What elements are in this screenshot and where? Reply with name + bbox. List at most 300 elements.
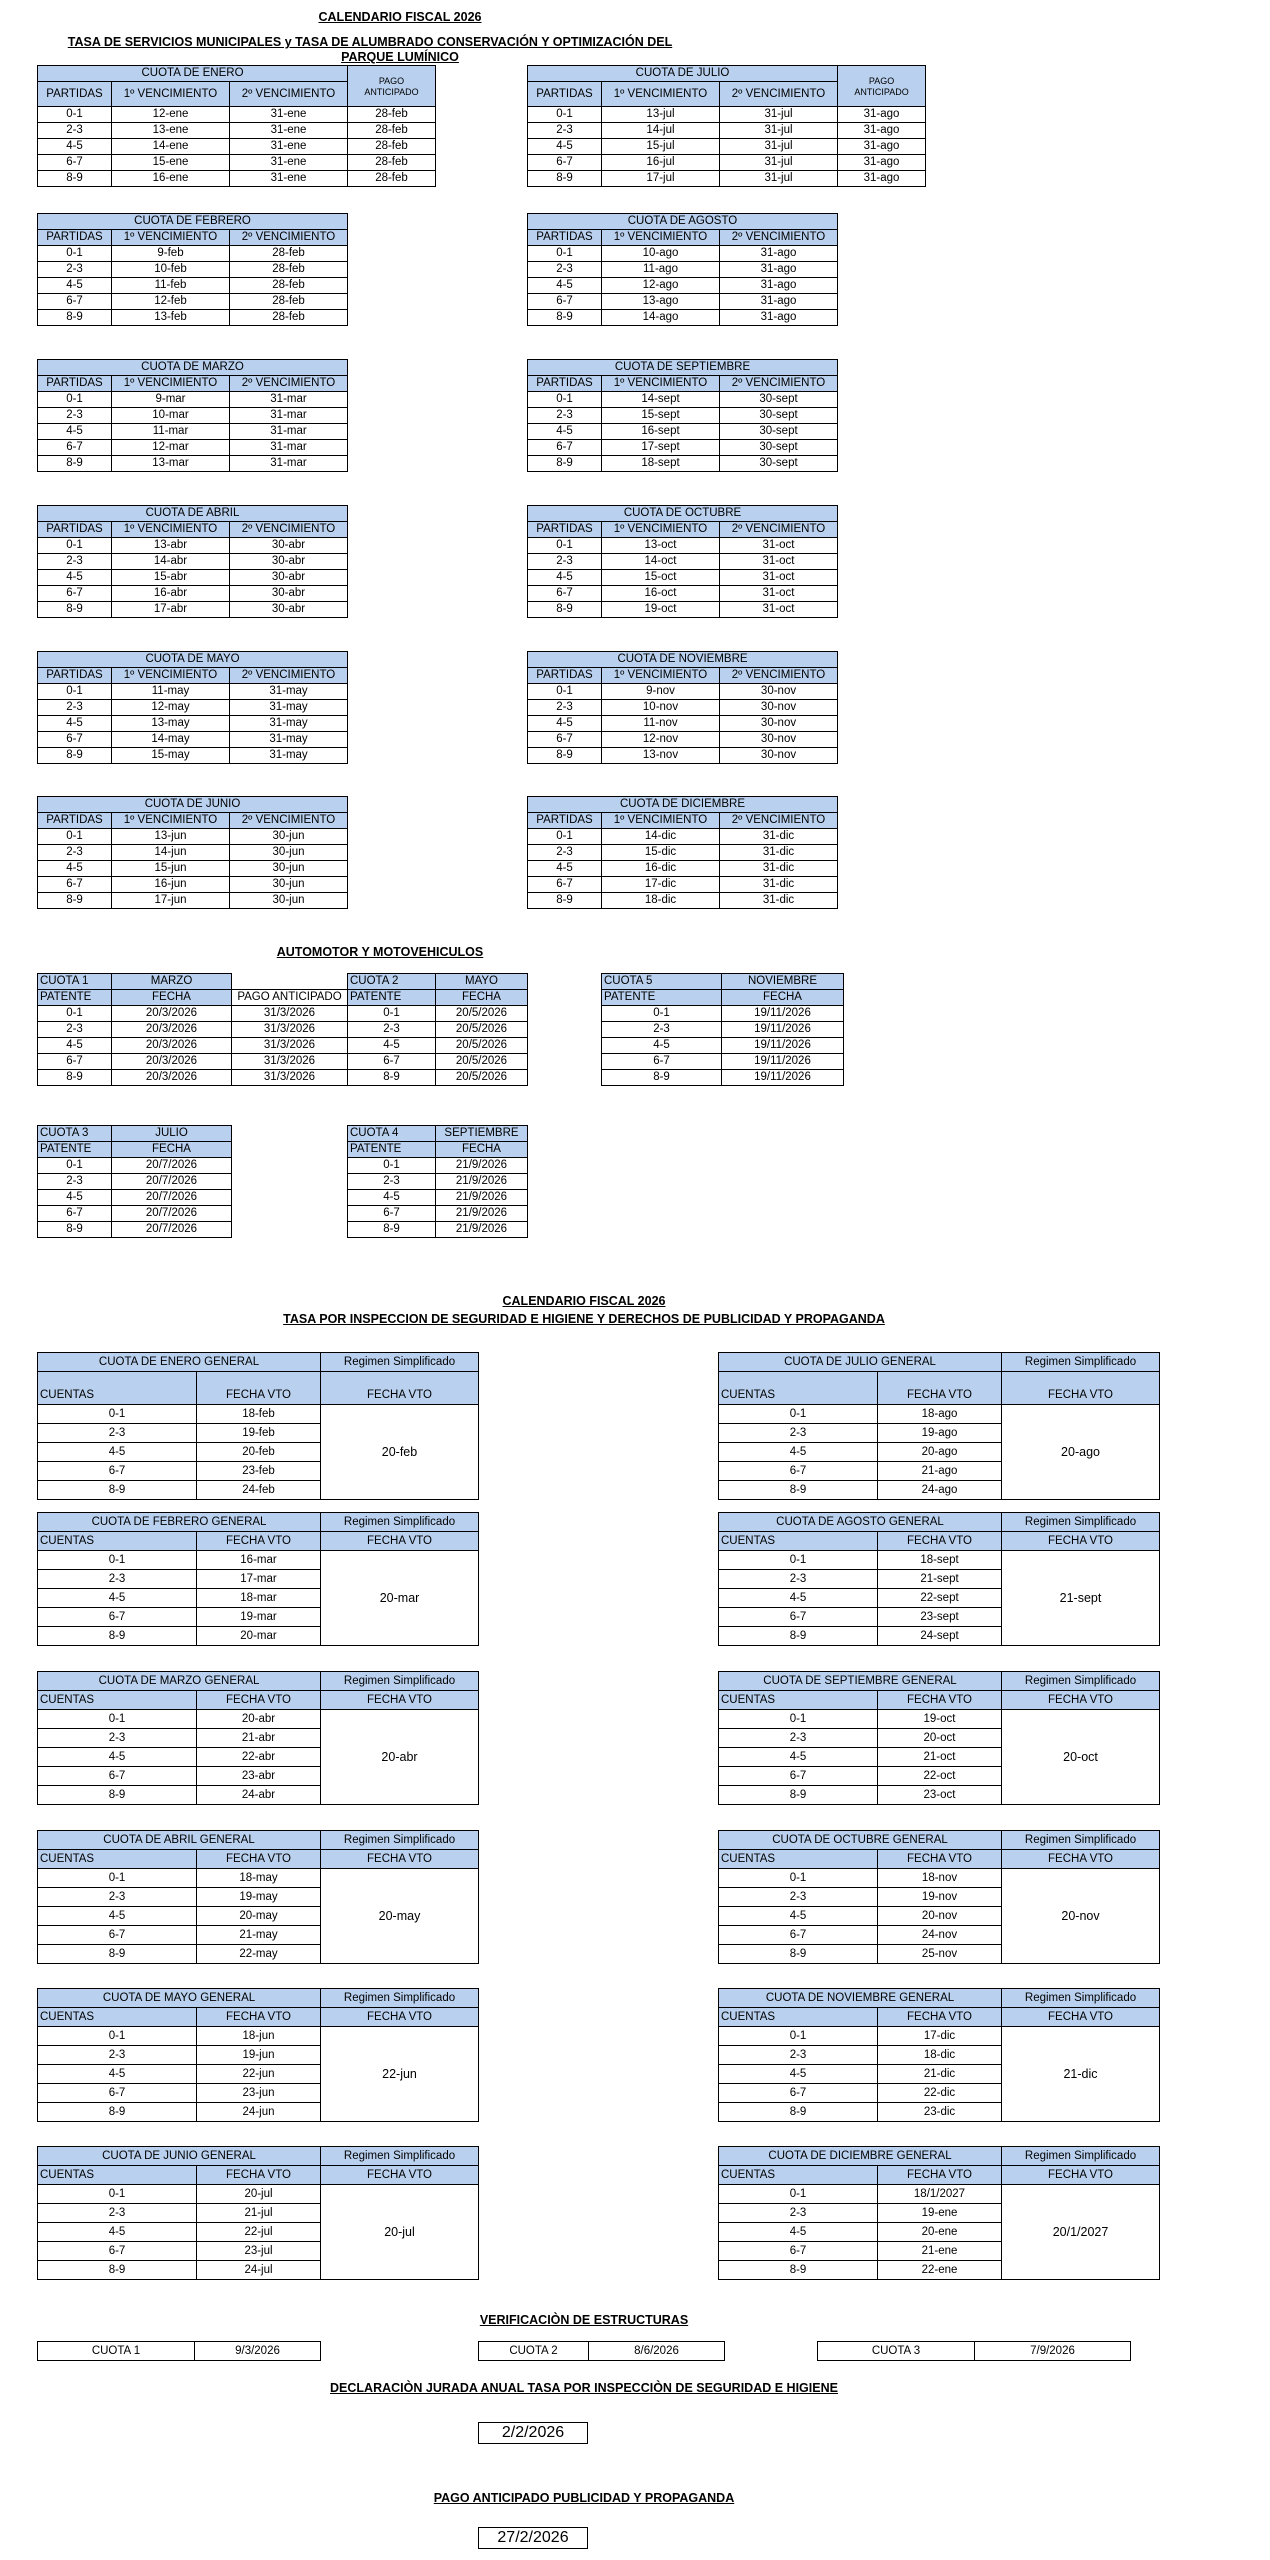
muni-cuota-table	[37, 65, 436, 187]
vencimiento-2: 30-nov	[720, 748, 838, 764]
pago-anticipado: 28-feb	[348, 155, 436, 171]
seg-cuota-title: CUOTA DE OCTUBRE GENERAL	[719, 1831, 1002, 1850]
vencimiento-2: 30-sept	[720, 456, 838, 472]
vencimiento-1: 12-ene	[112, 107, 230, 123]
vencimiento-1: 15-oct	[602, 570, 720, 586]
hdr-partidas: PARTIDAS	[528, 376, 602, 392]
fecha: 20/5/2026	[436, 1006, 528, 1022]
fecha-vto: 23-jul	[197, 2242, 321, 2261]
hdr-fecha-vto: FECHA VTO	[197, 2166, 321, 2185]
partida: 4-5	[38, 278, 112, 294]
vencimiento-1: 14-jun	[112, 845, 230, 861]
verif-label: CUOTA 2	[479, 2342, 589, 2361]
hdr-fecha-vto-simp: FECHA VTO	[321, 1532, 479, 1551]
partida: 6-7	[38, 586, 112, 602]
table-row	[38, 570, 348, 586]
muni-cuota-table	[37, 359, 348, 472]
partida: 8-9	[528, 310, 602, 326]
table-row	[528, 602, 838, 618]
partida: 4-5	[528, 424, 602, 440]
table-row	[38, 408, 348, 424]
vencimiento-2: 31-may	[230, 700, 348, 716]
partida: 0-1	[38, 538, 112, 554]
verif-cuota1	[37, 2341, 321, 2361]
vencimiento-2: 31-mar	[230, 408, 348, 424]
hdr-vencimiento-2: 2º VENCIMIENTO	[230, 668, 348, 684]
auto-hdr-fecha: FECHA	[436, 990, 528, 1006]
vencimiento-1: 10-mar	[112, 408, 230, 424]
patente: 8-9	[602, 1070, 722, 1086]
regimen-simplificado-date: 20-nov	[1002, 1869, 1160, 1964]
table-row	[348, 1022, 528, 1038]
table-row	[602, 1022, 844, 1038]
partida: 8-9	[38, 748, 112, 764]
cuentas: 0-1	[719, 1869, 878, 1888]
pago-anticipado: 31-ago	[838, 155, 926, 171]
table-row	[38, 1158, 232, 1174]
table-row	[38, 1022, 348, 1038]
fecha: 21/9/2026	[436, 1206, 528, 1222]
seg-cuota-table	[718, 1512, 1160, 1646]
fecha-vto: 22-sept	[878, 1589, 1002, 1608]
seg-cuota-title: CUOTA DE ENERO GENERAL	[38, 1353, 321, 1372]
vencimiento-1: 11-may	[112, 684, 230, 700]
pago-anticipado: 31/3/2026	[232, 1022, 348, 1038]
vencimiento-1: 12-mar	[112, 440, 230, 456]
hdr-cuentas: CUENTAS	[719, 1532, 878, 1551]
fecha: 20/3/2026	[112, 1022, 232, 1038]
fecha: 21/9/2026	[436, 1158, 528, 1174]
vencimiento-1: 15-jun	[112, 861, 230, 877]
vencimiento-1: 16-dic	[602, 861, 720, 877]
table-row	[38, 456, 348, 472]
patente: 0-1	[38, 1158, 112, 1174]
auto-cuota-label: CUOTA 5	[602, 974, 722, 990]
cuentas: 0-1	[38, 1869, 197, 1888]
vencimiento-2: 31-mar	[230, 424, 348, 440]
regimen-simplificado-date: 20-oct	[1002, 1710, 1160, 1805]
hdr-vencimiento-2: 2º VENCIMIENTO	[230, 376, 348, 392]
cuentas: 0-1	[719, 2027, 878, 2046]
muni-cuota-table	[527, 359, 838, 472]
auto-hdr-patente: PATENTE	[348, 1142, 436, 1158]
fecha-vto: 20-abr	[197, 1710, 321, 1729]
vencimiento-2: 28-feb	[230, 310, 348, 326]
vencimiento-2: 30-nov	[720, 732, 838, 748]
partida: 4-5	[38, 861, 112, 877]
table-row	[348, 1038, 528, 1054]
vencimiento-2: 30-nov	[720, 716, 838, 732]
patente: 8-9	[348, 1070, 436, 1086]
vencimiento-2: 31-dic	[720, 829, 838, 845]
hdr-vencimiento-1: 1º VENCIMIENTO	[602, 813, 720, 829]
table-row	[38, 748, 348, 764]
auto-hdr-patente: PATENTE	[348, 990, 436, 1006]
table-row	[719, 2185, 1160, 2204]
fecha-vto: 22-dic	[878, 2084, 1002, 2103]
hdr-vencimiento-1: 1º VENCIMIENTO	[602, 668, 720, 684]
muni-cuota-table	[527, 505, 838, 618]
partida: 6-7	[528, 155, 602, 171]
hdr-fecha-vto-simp: FECHA VTO	[1002, 1372, 1160, 1405]
fecha-vto: 22-jun	[197, 2065, 321, 2084]
vencimiento-2: 31-ago	[720, 262, 838, 278]
table-row	[528, 440, 838, 456]
vencimiento-2: 30-abr	[230, 554, 348, 570]
vencimiento-2: 31-dic	[720, 893, 838, 909]
fecha-vto: 21-jul	[197, 2204, 321, 2223]
fecha: 21/9/2026	[436, 1174, 528, 1190]
table-row	[528, 262, 838, 278]
fecha: 20/7/2026	[112, 1190, 232, 1206]
vencimiento-1: 9-nov	[602, 684, 720, 700]
hdr-vencimiento-2: 2º VENCIMIENTO	[230, 230, 348, 246]
fecha-vto: 18-dic	[878, 2046, 1002, 2065]
cuentas: 8-9	[38, 1945, 197, 1964]
partida: 4-5	[38, 570, 112, 586]
table-row	[38, 538, 348, 554]
table-row	[528, 294, 838, 310]
hdr-partidas: PARTIDAS	[528, 230, 602, 246]
vencimiento-2: 30-jun	[230, 861, 348, 877]
fecha-vto: 21-ene	[878, 2242, 1002, 2261]
cuentas: 6-7	[38, 2084, 197, 2103]
partida: 0-1	[38, 107, 112, 123]
vencimiento-2: 30-abr	[230, 570, 348, 586]
hdr-fecha-vto-simp: FECHA VTO	[321, 1372, 479, 1405]
table-row	[38, 262, 348, 278]
vencimiento-2: 30-nov	[720, 700, 838, 716]
fecha-vto: 24-abr	[197, 1786, 321, 1805]
hdr-cuentas: CUENTAS	[38, 2166, 197, 2185]
hdr-cuentas: CUENTAS	[38, 2008, 197, 2027]
pago-anticipado: 31-ago	[838, 123, 926, 139]
fecha-vto: 24-ago	[878, 1481, 1002, 1500]
cuentas: 4-5	[719, 1907, 878, 1926]
verif-label: CUOTA 3	[818, 2342, 975, 2361]
patente: 0-1	[38, 1006, 112, 1022]
vencimiento-2: 31-ene	[230, 171, 348, 187]
table-row	[38, 1174, 232, 1190]
hdr-regimen-simplificado: Regimen Simplificado	[321, 1513, 479, 1532]
muni-cuota-title: CUOTA DE MAYO	[38, 652, 348, 668]
vencimiento-1: 12-feb	[112, 294, 230, 310]
patente: 0-1	[348, 1158, 436, 1174]
table-row	[528, 278, 838, 294]
page-title: CALENDARIO FISCAL 2026	[318, 10, 482, 24]
partida: 8-9	[528, 893, 602, 909]
table-row	[528, 155, 926, 171]
muni-cuota-title: CUOTA DE OCTUBRE	[528, 506, 838, 522]
cuentas: 8-9	[38, 2103, 197, 2122]
table-row	[602, 1006, 844, 1022]
hdr-vencimiento-1: 1º VENCIMIENTO	[112, 82, 230, 107]
cuentas: 8-9	[38, 1786, 197, 1805]
fecha: 21/9/2026	[436, 1190, 528, 1206]
patente: 2-3	[602, 1022, 722, 1038]
table-row	[38, 139, 436, 155]
pago-anticipado: 31/3/2026	[232, 1006, 348, 1022]
fecha: 19/11/2026	[722, 1022, 844, 1038]
vencimiento-2: 30-abr	[230, 602, 348, 618]
table-row	[38, 602, 348, 618]
seg-cuota-table	[37, 1988, 479, 2122]
table-row	[528, 246, 838, 262]
muni-cuota-title: CUOTA DE NOVIEMBRE	[528, 652, 838, 668]
fecha-vto: 20-ago	[878, 1443, 1002, 1462]
cuentas: 6-7	[38, 1608, 197, 1627]
hdr-vencimiento-2: 2º VENCIMIENTO	[720, 813, 838, 829]
patente: 0-1	[602, 1006, 722, 1022]
cuentas: 8-9	[38, 2261, 197, 2280]
table-row	[528, 171, 926, 187]
fecha: 20/5/2026	[436, 1054, 528, 1070]
verif-date: 7/9/2026	[975, 2342, 1131, 2361]
vencimiento-2: 31-dic	[720, 861, 838, 877]
table-row	[528, 456, 838, 472]
fecha: 19/11/2026	[722, 1070, 844, 1086]
hdr-regimen-simplificado: Regimen Simplificado	[1002, 1353, 1160, 1372]
verif-cuota2	[478, 2341, 725, 2361]
partida: 6-7	[528, 732, 602, 748]
partida: 6-7	[38, 877, 112, 893]
table-row	[38, 684, 348, 700]
partida: 4-5	[528, 570, 602, 586]
partida: 4-5	[38, 716, 112, 732]
regimen-simplificado-date: 20-ago	[1002, 1405, 1160, 1500]
pago-anticipado: 31/3/2026	[232, 1038, 348, 1054]
patente: 6-7	[348, 1054, 436, 1070]
regimen-simplificado-date: 20/1/2027	[1002, 2185, 1160, 2280]
table-row	[348, 1222, 528, 1238]
vencimiento-1: 10-feb	[112, 262, 230, 278]
hdr-partidas: PARTIDAS	[38, 813, 112, 829]
hdr-fecha-vto: FECHA VTO	[197, 1532, 321, 1551]
fecha-vto: 17-dic	[878, 2027, 1002, 2046]
cuentas: 6-7	[38, 1462, 197, 1481]
auto-cuota3-table	[37, 1125, 232, 1238]
fecha-vto: 21-ago	[878, 1462, 1002, 1481]
patente: 4-5	[348, 1038, 436, 1054]
partida: 6-7	[528, 586, 602, 602]
vencimiento-1: 9-feb	[112, 246, 230, 262]
auto-section-title: AUTOMOTOR Y MOTOVEHICULOS	[276, 945, 484, 959]
table-row	[38, 1070, 348, 1086]
muni-cuota-table	[527, 796, 838, 909]
hdr-regimen-simplificado: Regimen Simplificado	[321, 1672, 479, 1691]
cuentas: 2-3	[719, 1424, 878, 1443]
table-row	[38, 171, 436, 187]
vencimiento-2: 31-jul	[720, 171, 838, 187]
partida: 2-3	[528, 408, 602, 424]
seg-cuota-table	[37, 1352, 479, 1500]
partida: 2-3	[528, 554, 602, 570]
fecha-vto: 18-jun	[197, 2027, 321, 2046]
table-row	[528, 538, 838, 554]
fecha-vto: 24-feb	[197, 1481, 321, 1500]
table-row	[38, 123, 436, 139]
cuentas: 2-3	[38, 1424, 197, 1443]
table-row	[38, 107, 436, 123]
cuentas: 4-5	[719, 1443, 878, 1462]
table-row	[528, 700, 838, 716]
vencimiento-1: 11-nov	[602, 716, 720, 732]
vencimiento-1: 18-sept	[602, 456, 720, 472]
table-row	[348, 1206, 528, 1222]
vencimiento-1: 14-dic	[602, 829, 720, 845]
patente: 4-5	[38, 1190, 112, 1206]
partida: 0-1	[38, 684, 112, 700]
seg-cuota-title: CUOTA DE ABRIL GENERAL	[38, 1831, 321, 1850]
table-row	[719, 1710, 1160, 1729]
table-row	[528, 392, 838, 408]
seg-cuota-table	[37, 1512, 479, 1646]
hdr-fecha-vto: FECHA VTO	[197, 2008, 321, 2027]
cuentas: 6-7	[719, 2242, 878, 2261]
table-row	[38, 1869, 479, 1888]
hdr-fecha-vto: FECHA VTO	[878, 1691, 1002, 1710]
hdr-regimen-simplificado: Regimen Simplificado	[321, 1353, 479, 1372]
table-row	[38, 877, 348, 893]
patente: 6-7	[602, 1054, 722, 1070]
vencimiento-1: 13-may	[112, 716, 230, 732]
table-row	[528, 554, 838, 570]
hdr-fecha-vto: FECHA VTO	[878, 2008, 1002, 2027]
hdr-vencimiento-2: 2º VENCIMIENTO	[230, 82, 348, 107]
auto-cuota-label: CUOTA 3	[38, 1126, 112, 1142]
vencimiento-1: 13-jul	[602, 107, 720, 123]
vencimiento-1: 17-sept	[602, 440, 720, 456]
partida: 4-5	[528, 139, 602, 155]
patente: 2-3	[348, 1022, 436, 1038]
fecha-vto: 19-jun	[197, 2046, 321, 2065]
cuentas: 6-7	[719, 1462, 878, 1481]
hdr-pago-anticipado: PAGO ANTICIPADO	[348, 66, 436, 107]
cuentas: 8-9	[719, 1481, 878, 1500]
partida: 0-1	[38, 392, 112, 408]
cuentas: 4-5	[719, 2065, 878, 2084]
auto-cuota1-table	[37, 973, 348, 1086]
vencimiento-1: 14-ago	[602, 310, 720, 326]
verif-date: 8/6/2026	[589, 2342, 725, 2361]
vencimiento-1: 18-dic	[602, 893, 720, 909]
vencimiento-1: 17-dic	[602, 877, 720, 893]
cuentas: 4-5	[38, 2223, 197, 2242]
muni-cuota-title: CUOTA DE MARZO	[38, 360, 348, 376]
patente: 8-9	[348, 1222, 436, 1238]
ddjj-title: DECLARACIÒN JURADA ANUAL TASA POR INSPECCIÒN DE SEGURIDAD E HIGIENE	[330, 2381, 838, 2395]
pago-anticipado: 31/3/2026	[232, 1070, 348, 1086]
vencimiento-2: 28-feb	[230, 246, 348, 262]
hdr-fecha-vto: FECHA VTO	[878, 1850, 1002, 1869]
cuentas: 0-1	[719, 1551, 878, 1570]
seg-cuota-title: CUOTA DE MARZO GENERAL	[38, 1672, 321, 1691]
vencimiento-1: 17-jul	[602, 171, 720, 187]
vencimiento-2: 31-oct	[720, 538, 838, 554]
patente: 2-3	[348, 1174, 436, 1190]
vencimiento-1: 11-ago	[602, 262, 720, 278]
vencimiento-2: 31-ene	[230, 123, 348, 139]
hdr-vencimiento-2: 2º VENCIMIENTO	[230, 522, 348, 538]
hdr-cuentas: CUENTAS	[719, 1850, 878, 1869]
table-row	[602, 1054, 844, 1070]
hdr-partidas: PARTIDAS	[38, 522, 112, 538]
table-row	[38, 829, 348, 845]
hdr-partidas: PARTIDAS	[528, 82, 602, 107]
auto-hdr-patente: PATENTE	[38, 990, 112, 1006]
cuentas: 2-3	[719, 1729, 878, 1748]
hdr-vencimiento-1: 1º VENCIMIENTO	[112, 813, 230, 829]
partida: 8-9	[528, 748, 602, 764]
fecha-vto: 22-ene	[878, 2261, 1002, 2280]
seg-cuota-title: CUOTA DE JUNIO GENERAL	[38, 2147, 321, 2166]
vencimiento-2: 31-mar	[230, 392, 348, 408]
table-row	[38, 554, 348, 570]
pago-anticipado: 28-feb	[348, 107, 436, 123]
fecha-vto: 18-sept	[878, 1551, 1002, 1570]
fecha: 20/7/2026	[112, 1206, 232, 1222]
table-row	[38, 424, 348, 440]
seg-cuota-title: CUOTA DE FEBRERO GENERAL	[38, 1513, 321, 1532]
patente: 4-5	[348, 1190, 436, 1206]
muni-cuota-title: CUOTA DE ENERO	[38, 66, 348, 82]
fecha-vto: 20-nov	[878, 1907, 1002, 1926]
auto-cuota2-table	[347, 973, 528, 1086]
cal-title-2: CALENDARIO FISCAL 2026	[502, 1294, 666, 1308]
regimen-simplificado-date: 22-jun	[321, 2027, 479, 2122]
hdr-regimen-simplificado: Regimen Simplificado	[321, 1989, 479, 2008]
table-row	[528, 893, 838, 909]
patente: 4-5	[602, 1038, 722, 1054]
partida: 2-3	[38, 408, 112, 424]
seg-cuota-table	[718, 1988, 1160, 2122]
vencimiento-1: 13-ago	[602, 294, 720, 310]
fecha-vto: 19-feb	[197, 1424, 321, 1443]
vencimiento-1: 13-ene	[112, 123, 230, 139]
vencimiento-2: 31-may	[230, 732, 348, 748]
partida: 2-3	[38, 700, 112, 716]
vencimiento-1: 12-ago	[602, 278, 720, 294]
fecha-vto: 20-feb	[197, 1443, 321, 1462]
fecha-vto: 20-mar	[197, 1627, 321, 1646]
fecha: 19/11/2026	[722, 1054, 844, 1070]
partida: 8-9	[528, 456, 602, 472]
cuentas: 8-9	[719, 2261, 878, 2280]
fecha-vto: 22-abr	[197, 1748, 321, 1767]
fecha-vto: 23-jun	[197, 2084, 321, 2103]
table-row	[528, 877, 838, 893]
seg-cuota-title: CUOTA DE DICIEMBRE GENERAL	[719, 2147, 1002, 2166]
fecha-vto: 20-may	[197, 1907, 321, 1926]
cuentas: 0-1	[719, 1710, 878, 1729]
hdr-pago-anticipado: PAGO ANTICIPADO	[838, 66, 926, 107]
verif-label: CUOTA 1	[38, 2342, 195, 2361]
table-row	[348, 1070, 528, 1086]
patente: 2-3	[38, 1022, 112, 1038]
pago-anticipado: 31-ago	[838, 107, 926, 123]
cuentas: 8-9	[719, 1627, 878, 1646]
partida: 2-3	[38, 262, 112, 278]
table-row	[528, 424, 838, 440]
cuentas: 2-3	[719, 2204, 878, 2223]
table-row	[528, 139, 926, 155]
vencimiento-1: 16-ene	[112, 171, 230, 187]
cuentas: 2-3	[38, 1888, 197, 1907]
cuentas: 4-5	[38, 1589, 197, 1608]
table-row	[348, 1054, 528, 1070]
hdr-cuentas: CUENTAS	[719, 2008, 878, 2027]
fecha-vto: 22-jul	[197, 2223, 321, 2242]
